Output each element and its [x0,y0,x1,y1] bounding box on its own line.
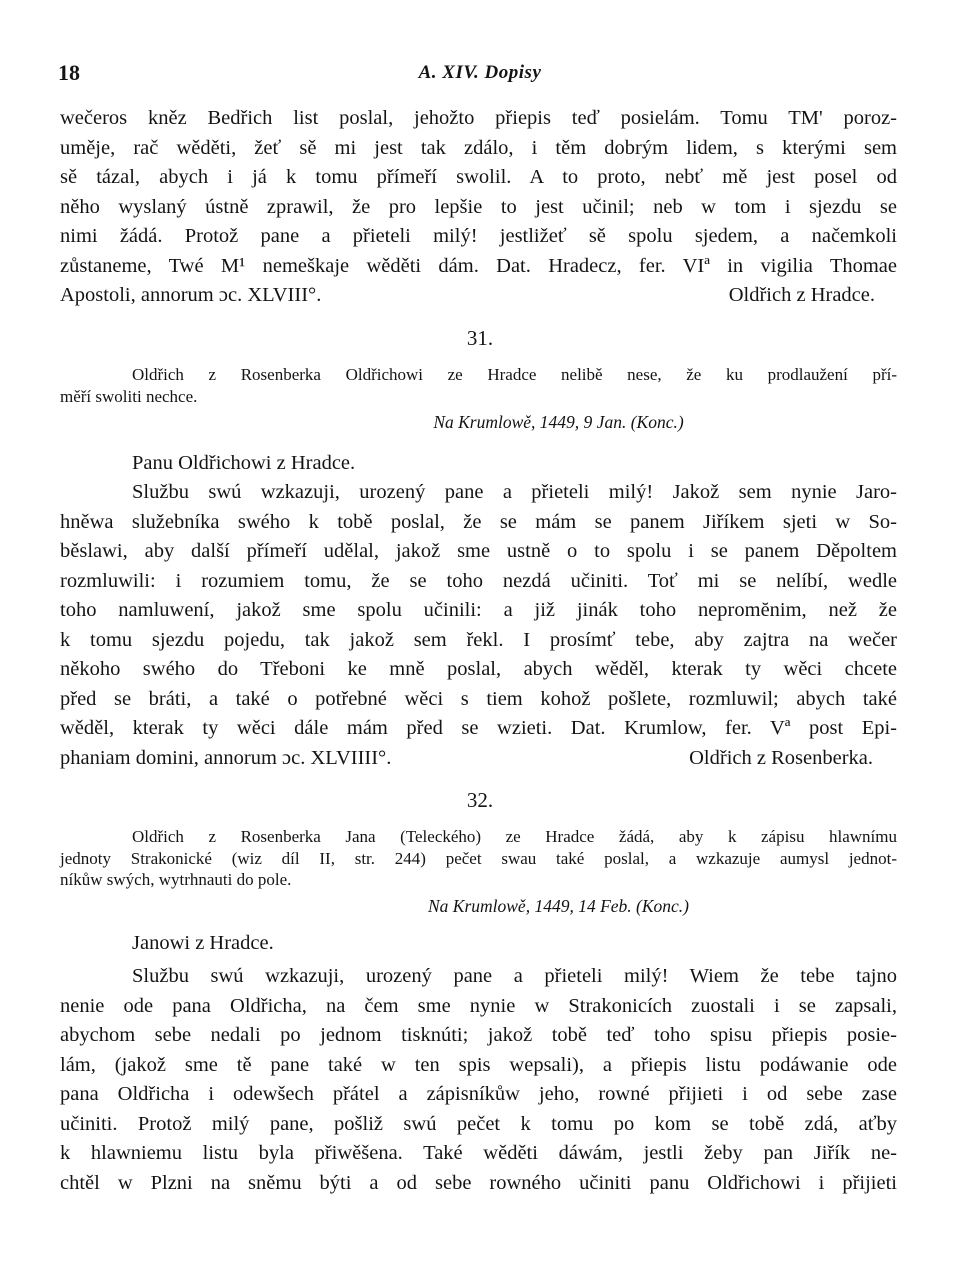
page-number: 18 [58,60,80,85]
closing-line [60,744,897,774]
running-title: A. XIV. Dopisy [418,62,542,83]
text-line: wečeros kněz Bedřich list poslal, jehožto přiepis teď posielám. Tomu TM' poroz- [60,107,897,129]
text-line: zůstaneme, Twé M¹ nemeškaje wěděti dám. Dat. Hradecz, fer. VIª in vigilia Thomae [60,254,897,277]
text-line: nenie ode pana Oldřicha, na čem sme nynie w Strakonicích zuostali i se zapsali, [60,994,897,1017]
text-line: běslawi, aby další přímeří udělal, jakož sme ustně o to spolu i se panem Děpoltem [60,540,897,562]
letter-summary [60,826,897,891]
letter-body [60,962,897,1198]
running-head [58,60,902,92]
text-line: lám, (jakož sme tě pane také w ten spis wepsali), a přiepis listu podáwanie ode [60,1053,897,1076]
signature: Oldřich z Rosenberka. [689,746,873,769]
closing-line [60,281,897,311]
continuation-text [60,104,897,311]
text-line: phaniam domini, annorum ɔc. XLVIIII°. [60,746,392,769]
text-line: abychom sebe nedali po jednom tisknúti; jakož tobě teď toho spisu přiepis posie- [60,1024,897,1046]
letter-number: 32. [466,788,494,812]
dateline: Na Krumlowě, 1449, 14 Feb. (Konc.) [427,896,690,916]
summary-line: níkůw swých, wytrhnauti do pole. [60,870,292,889]
text-line: pana Oldřicha i odewšech přátel a zápisníkůw jeho, rowné přijieti i od sebe zase [60,1083,897,1105]
text-line: toho namluwení, jakož sme spolu učinili: a již jinák toho nepromĕnim, než že [60,599,897,621]
text-line: učiniti. Protož milý pane, pošliž swú pečet k tomu po kom se tobě zdá, aťby [60,1112,897,1135]
text-line: chtěl w Plzni na sněmu býti a od sebe rowného učiniti panu Oldřichowi i přijieti [60,1171,897,1194]
text-line: Službu swú wzkazuji, urozený pane a přieteli milý! Wiem že tebe tajno [132,965,897,987]
signature: Oldřich z Hradce. [728,284,875,306]
letter-summary [60,364,897,407]
summary-line: Oldřich z Rosenberka Jana (Teleckého) ze Hradce žádá, aby k zápisu hlawnímu [132,827,897,846]
text-line: rozmluwili: i rozumiem tomu, že se toho nezdá učiniti. Toť mi se nelíbí, wedle [60,569,897,592]
text-line: hněwa služebníka swého k tobě poslal, že se mám se panem Jiříkem sjeti w So- [60,510,897,533]
text-line: uměje, rač wěděti, žeť sě mi jest tak zdálo, i těm dobrým lidem, s kterými sem [60,136,897,159]
letter-body [60,478,897,773]
address: Panu Oldřichowi z Hradce. [132,452,356,474]
summary-line: Oldřich z Rosenberka Oldřichowi ze Hradce nelibě nese, že ku prodlaužení pří- [132,365,897,384]
text-line: Službu swú wzkazuji, urozený pane a přieteli milý! Jakož sem nynie Jaro- [132,481,897,503]
summary-line: jednoty Strakonické (wiz díl II, str. 244) pečet swau také poslal, a wzkazuje aumysl jednot- [60,848,897,868]
text-line: sě tázal, abych i já k tomu přímeří swolil. A to proto, nebť mě jest posel od [60,166,897,188]
text-line: Apostoli, annorum ɔc. XLVIII°. [60,284,322,306]
address: Janowi z Hradce. [132,932,274,954]
summary-line: měří swoliti nechce. [60,386,198,406]
text-line: nimi žádá. Protož pane a přieteli milý! jestližeť sě spolu sjedem, a načemkoli [60,225,897,247]
letter-number: 31. [466,326,494,350]
dateline: Na Krumlowě, 1449, 9 Jan. (Konc.) [433,412,684,432]
text-line: něho wyslaný ústně zprawil, že pro lepšie to jest učinil; neb w tom i sjezdu se [60,195,897,218]
text-line: wěděl, kterak ty wěci dále mám před se wzieti. Dat. Krumlow, fer. Vª post Epi- [60,717,897,739]
text-line: před se bráti, a také o potřebné wěci s tiem kohož pošlete, rozmluwil; abych také [60,687,897,710]
text-line: k tomu sjezdu pojedu, tak jakož sem řekl. I prosímť tebe, aby zajtra na wečer [60,628,897,651]
text-line: k hlawniemu listu byla přiwěšena. Také wěděti dáwám, jestli žeby pan Jiřík ne- [60,1142,897,1164]
text-line: někoho swého do Třeboni ke mně poslal, abych wěděl, kterak ty wěci chcete [60,658,897,680]
